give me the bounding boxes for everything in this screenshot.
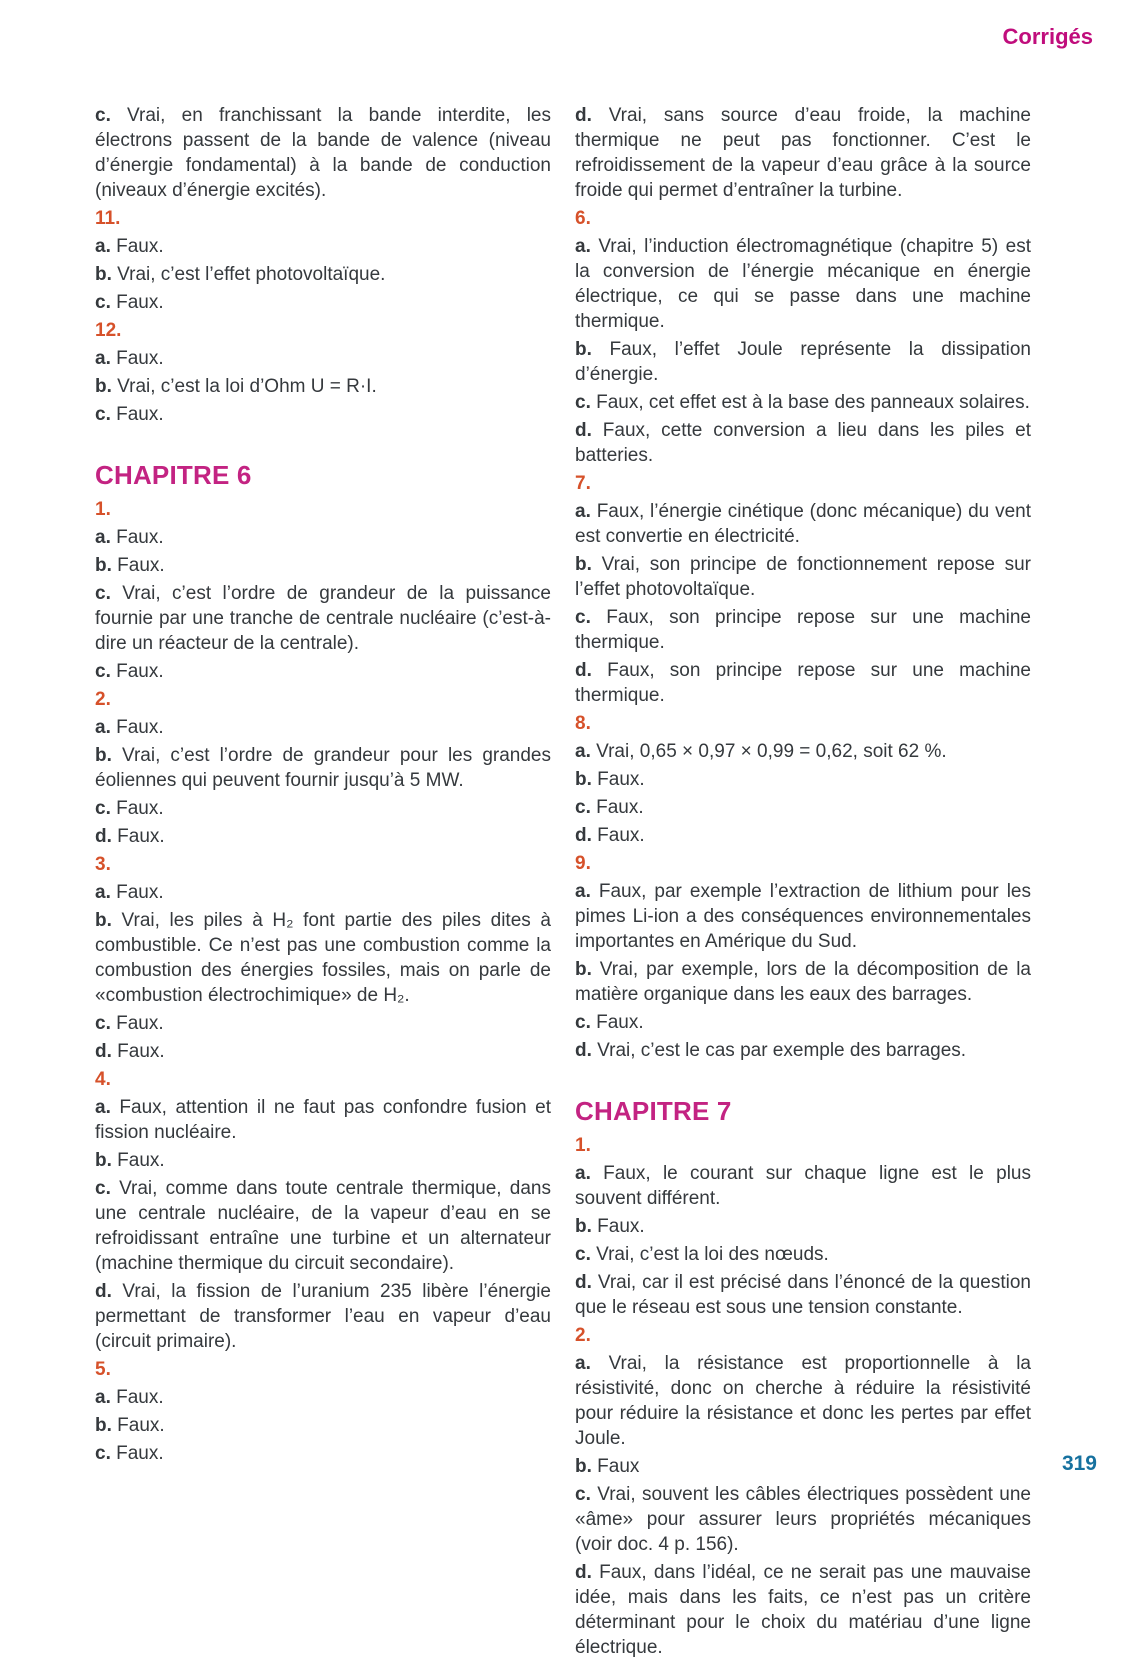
answer-label: b. [95, 745, 112, 766]
answer-line: b. Faux. [575, 1216, 645, 1237]
question-number: 3. [95, 854, 111, 875]
question-number: 7. [575, 473, 591, 494]
answer-label: b. [95, 555, 112, 576]
answer-line: a. Faux. [95, 1387, 164, 1408]
chapter-heading: CHAPITRE 7 [575, 1096, 732, 1126]
question-number: 4. [95, 1069, 111, 1090]
answer-line: b. Faux. [95, 1150, 165, 1171]
answer-line: c. Vrai, c’est la loi des nœuds. [575, 1244, 829, 1265]
answer-line: b. Vrai, les piles à H₂ font partie des piles dites à combustible. Ce n’est pas une combustion comme la combustion des énergies fossiles, mais on parle de «combustion électrochimique» de H₂. [95, 910, 551, 1006]
answer-line: b. Faux [575, 1456, 640, 1477]
answer-line: a. Faux, par exemple l’extraction de lithium pour les pimes Li-ion a des conséquences environnementales importantes en Amérique du Sud. [575, 881, 1031, 952]
question-number: 1. [575, 1135, 591, 1156]
answer-label: c. [95, 404, 111, 425]
answer-label: d. [575, 1562, 592, 1583]
answer-line: c. Faux, cet effet est à la base des panneaux solaires. [575, 392, 1030, 413]
answer-label: d. [575, 660, 592, 681]
answer-line: b. Vrai, c’est l’effet photovoltaïque. [95, 264, 386, 285]
answer-label: c. [575, 1484, 591, 1505]
answer-label: b. [95, 1415, 112, 1436]
answer-line: b. Vrai, c’est l’ordre de grandeur pour les grandes éoliennes qui peuvent fournir jusqu’à 5 MW. [95, 745, 551, 791]
answer-label: d. [575, 825, 592, 846]
answer-label: d. [575, 1040, 592, 1061]
answer-label: d. [575, 420, 592, 441]
answer-label: d. [575, 105, 592, 126]
answer-line: a. Faux. [95, 236, 164, 257]
answer-line: d. Vrai, car il est précisé dans l’énoncé de la question que le réseau est sous une tension constante. [575, 1272, 1031, 1318]
answer-label: b. [575, 1456, 592, 1477]
answer-line: c. Vrai, c’est l’ordre de grandeur de la puissance fournie par une tranche de centrale nucléaire (c’est-à-dire un réacteur de la centrale). [95, 583, 551, 654]
answer-label: a. [575, 501, 591, 522]
answer-label: c. [95, 583, 111, 604]
answer-label: a. [575, 741, 591, 762]
answer-label: b. [575, 1216, 592, 1237]
answer-line: a. Faux, le courant sur chaque ligne est le plus souvent différent. [575, 1163, 1031, 1209]
answer-line: c. Faux. [95, 1013, 164, 1034]
answer-line: d. Faux, dans l’idéal, ce ne serait pas une mauvaise idée, mais dans les faits, ce n’est pas un critère déterminant pour le choix du matériau d’une ligne électrique. [575, 1562, 1031, 1658]
question-number: 9. [575, 853, 591, 874]
answer-line: c. Faux. [95, 292, 164, 313]
answer-label: c. [575, 607, 591, 628]
answer-line: c. Faux. [575, 1012, 644, 1033]
answer-line: c. Vrai, en franchissant la bande interdite, les électrons passent de la bande de valence (niveau d’énergie fondamental) à la bande de conduction (niveaux d’énergie excités). [95, 105, 551, 201]
question-number: 8. [575, 713, 591, 734]
answer-label: c. [95, 1178, 111, 1199]
answer-line: a. Faux. [95, 717, 164, 738]
answer-label: c. [95, 1443, 111, 1464]
answer-line: b. Faux, l’effet Joule représente la dissipation d’énergie. [575, 339, 1031, 385]
answer-label: d. [95, 1281, 112, 1302]
answer-label: d. [575, 1272, 592, 1293]
answer-line: a. Faux, l’énergie cinétique (donc mécanique) du vent est convertie en électricité. [575, 501, 1031, 547]
answer-label: a. [95, 1097, 111, 1118]
answer-line: d. Vrai, c’est le cas par exemple des barrages. [575, 1040, 967, 1061]
answer-label: a. [575, 881, 591, 902]
answer-label: b. [575, 959, 592, 980]
answer-label: b. [95, 910, 112, 931]
answer-label: c. [95, 292, 111, 313]
answer-line: d. Faux, cette conversion a lieu dans les piles et batteries. [575, 420, 1031, 466]
answer-label: d. [95, 826, 112, 847]
answer-line: c. Faux. [95, 1443, 164, 1464]
chapter-heading: CHAPITRE 6 [95, 460, 252, 490]
question-number: 5. [95, 1359, 111, 1380]
answer-line: b. Vrai, c’est la loi d’Ohm U = R·I. [95, 376, 377, 397]
answer-line: b. Vrai, par exemple, lors de la décomposition de la matière organique dans les eaux des barrages. [575, 959, 1031, 1005]
answer-label: a. [575, 236, 591, 257]
answer-label: c. [95, 105, 111, 126]
answer-label: a. [95, 882, 111, 903]
answer-line: d. Faux. [575, 825, 645, 846]
answer-label: c. [575, 1244, 591, 1265]
answer-label: b. [95, 376, 112, 397]
answers-content [95, 103, 1031, 1663]
answer-line: b. Faux. [575, 769, 645, 790]
question-number: 11. [95, 208, 121, 229]
answer-label: c. [575, 797, 591, 818]
answer-line: a. Vrai, 0,65 × 0,97 × 0,99 = 0,62, soit 62 %. [575, 741, 947, 762]
answer-line: d. Vrai, la fission de l’uranium 235 libère l’énergie permettant de transformer l’eau en vapeur d’eau (circuit primaire). [95, 1281, 551, 1352]
right-column [575, 103, 1031, 1663]
answer-label: c. [95, 1013, 111, 1034]
answer-label: a. [575, 1163, 591, 1184]
page-number: 319 [1061, 1452, 1097, 1475]
answer-line: a. Faux. [95, 527, 164, 548]
question-number: 1. [95, 499, 111, 520]
answer-label: a. [575, 1353, 591, 1374]
answer-line: c. Faux, son principe repose sur une machine thermique. [575, 607, 1031, 653]
question-number: 12. [95, 320, 122, 341]
answer-label: a. [95, 348, 111, 369]
answer-line: d. Faux, son principe repose sur une machine thermique. [575, 660, 1031, 706]
question-number: 6. [575, 208, 591, 229]
answer-label: a. [95, 236, 111, 257]
answer-line: a. Faux. [95, 882, 164, 903]
answer-line: d. Vrai, sans source d’eau froide, la machine thermique ne peut pas fonctionner. C’est le refroidissement de la vapeur d’eau grâce à la source froide qui permet d’entraîner la turbine. [575, 105, 1031, 201]
answer-line: d. Faux. [95, 826, 165, 847]
answer-label: c. [95, 798, 111, 819]
answer-line: a. Faux, attention il ne faut pas confondre fusion et fission nucléaire. [95, 1097, 551, 1143]
answer-label: d. [95, 1041, 112, 1062]
question-number: 2. [575, 1325, 591, 1346]
answer-line: c. Faux. [575, 797, 644, 818]
answer-line: a. Vrai, la résistance est proportionnelle à la résistivité, donc on cherche à réduire la résistivité pour réduire la résistance et donc les pertes par effet Joule. [575, 1353, 1031, 1449]
answer-label: b. [575, 769, 592, 790]
answer-label: c. [575, 1012, 591, 1033]
answer-line: b. Vrai, son principe de fonctionnement repose sur l’effet photovoltaïque. [575, 554, 1031, 600]
answer-line: a. Faux. [95, 348, 164, 369]
answer-label: a. [95, 527, 111, 548]
answer-label: b. [95, 1150, 112, 1171]
answer-line: b. Faux. [95, 1415, 165, 1436]
left-column [95, 103, 551, 1663]
answer-line: c. Vrai, comme dans toute centrale thermique, dans une centrale nucléaire, de la vapeur d’eau en se refroidissant entraîne une turbine et un alternateur (machine thermique du circuit secondaire). [95, 1178, 551, 1274]
answer-line: c. Vrai, souvent les câbles électriques possèdent une «âme» pour assurer leurs propriétés mécaniques (voir doc. 4 p. 156). [575, 1484, 1031, 1555]
answer-label: b. [95, 264, 112, 285]
question-number: 2. [95, 689, 111, 710]
answer-line: b. Faux. [95, 555, 165, 576]
answer-label: b. [575, 339, 592, 360]
answer-line: c. Faux. [95, 798, 164, 819]
answer-label: a. [95, 717, 111, 738]
answer-line: a. Vrai, l’induction électromagnétique (chapitre 5) est la conversion de l’énergie mécanique en énergie électrique, ce qui se passe dans une machine thermique. [575, 236, 1031, 332]
answer-line: c. Faux. [95, 404, 164, 425]
answer-line: d. Faux. [95, 1041, 165, 1062]
page-header-corriges: Corrigés [1002, 24, 1093, 49]
answer-label: c. [575, 392, 591, 413]
answer-label: b. [575, 554, 592, 575]
answer-line: c. Faux. [95, 661, 164, 682]
answer-label: a. [95, 1387, 111, 1408]
answer-label: c. [95, 661, 111, 682]
